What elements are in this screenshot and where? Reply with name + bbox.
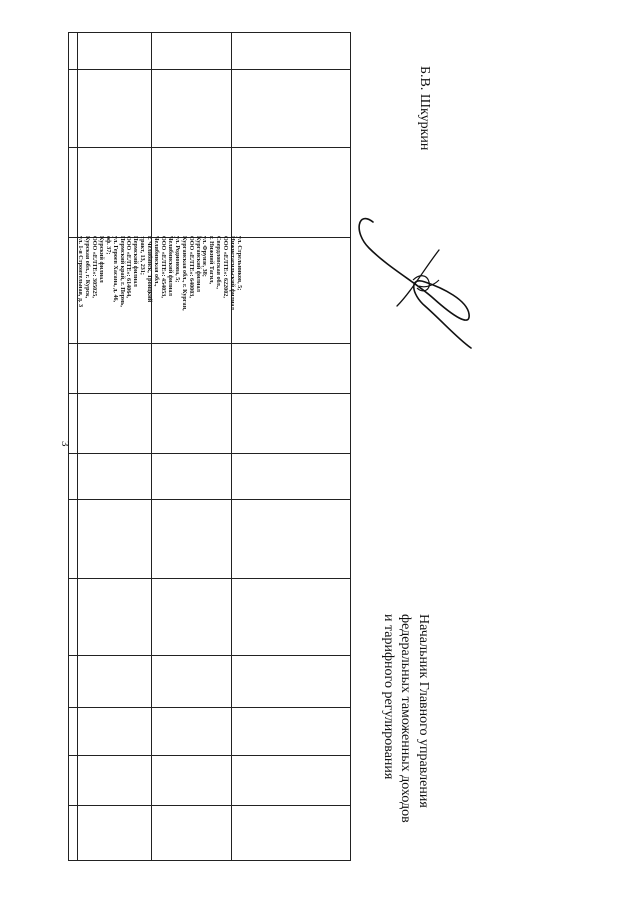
address-line: Курганская обл., г. Курган, [180,236,187,311]
table-row-divider [69,655,350,656]
address-line: Челябинская обл., [153,236,160,287]
address-line: ООО «ЕЛТЕ»: 454053, [160,236,167,298]
address-line: Челябинский филиал [166,236,173,296]
address-line: ул. Фрунзе, 38; [201,236,208,277]
address-line: ул. Стрельников, 5; [236,236,242,291]
address-line: Пермский край, г. Пермь, [118,236,125,307]
address-line: Пермский филиал [132,236,139,287]
address-line: г. Челябинск, Троицкий [146,236,153,303]
address-line: ООО «ЕЛТЕ»: 305025, [90,236,97,298]
address-line: тракт, 13, 231; [139,236,146,275]
address-line: ул. 1-я Строительная, д. 3 [77,236,84,308]
address-line: ул. Героев Хасана, д. 46, [111,236,118,303]
address-line: ул. Родионова, 5; [173,236,180,283]
address-line: г. Нижний Тагил, [208,236,215,285]
table-row-divider [69,393,350,394]
position-line: федеральных таможенных доходов [398,614,414,823]
address-line: Нижнетагильский филиал [229,236,236,310]
table-row-divider [69,578,350,579]
address-line: оф. 37; [104,236,111,255]
position-line: Начальник Главного управления [416,614,431,808]
table-row-divider [69,343,350,344]
address-line: Свердловская обл., [215,236,222,289]
table-row-divider [69,707,350,708]
table-row-divider [69,147,350,148]
position-line: и тарифного регулирования [381,614,396,780]
page-number: 3 [59,441,71,447]
address-line: Курская обл., г. Курск, [84,236,91,299]
signer-name: Б.В. Шкуркин [417,66,432,151]
table-cell-address [76,236,242,311]
table-row-divider [69,499,350,500]
table-column-divider [77,33,78,860]
table-row-divider [69,453,350,454]
address-line: ООО «ЕЛТЕ»: 622002, [222,236,229,298]
address-line: ООО «ЕЛТЕ»: 614064, [125,236,132,298]
signer-position [380,614,433,823]
table-column-divider [231,33,232,860]
table-row-divider [69,69,350,70]
address-line: ООО «ЕЛТЕ»: 640003, [187,236,194,298]
table-column-divider [151,33,152,860]
address-line: Курганский филиал [194,236,201,292]
data-table [68,32,351,861]
address-line: Курский филиал [97,236,104,283]
table-row-divider [69,805,350,806]
handwritten-signature [353,202,483,354]
table-row-divider [69,755,350,756]
